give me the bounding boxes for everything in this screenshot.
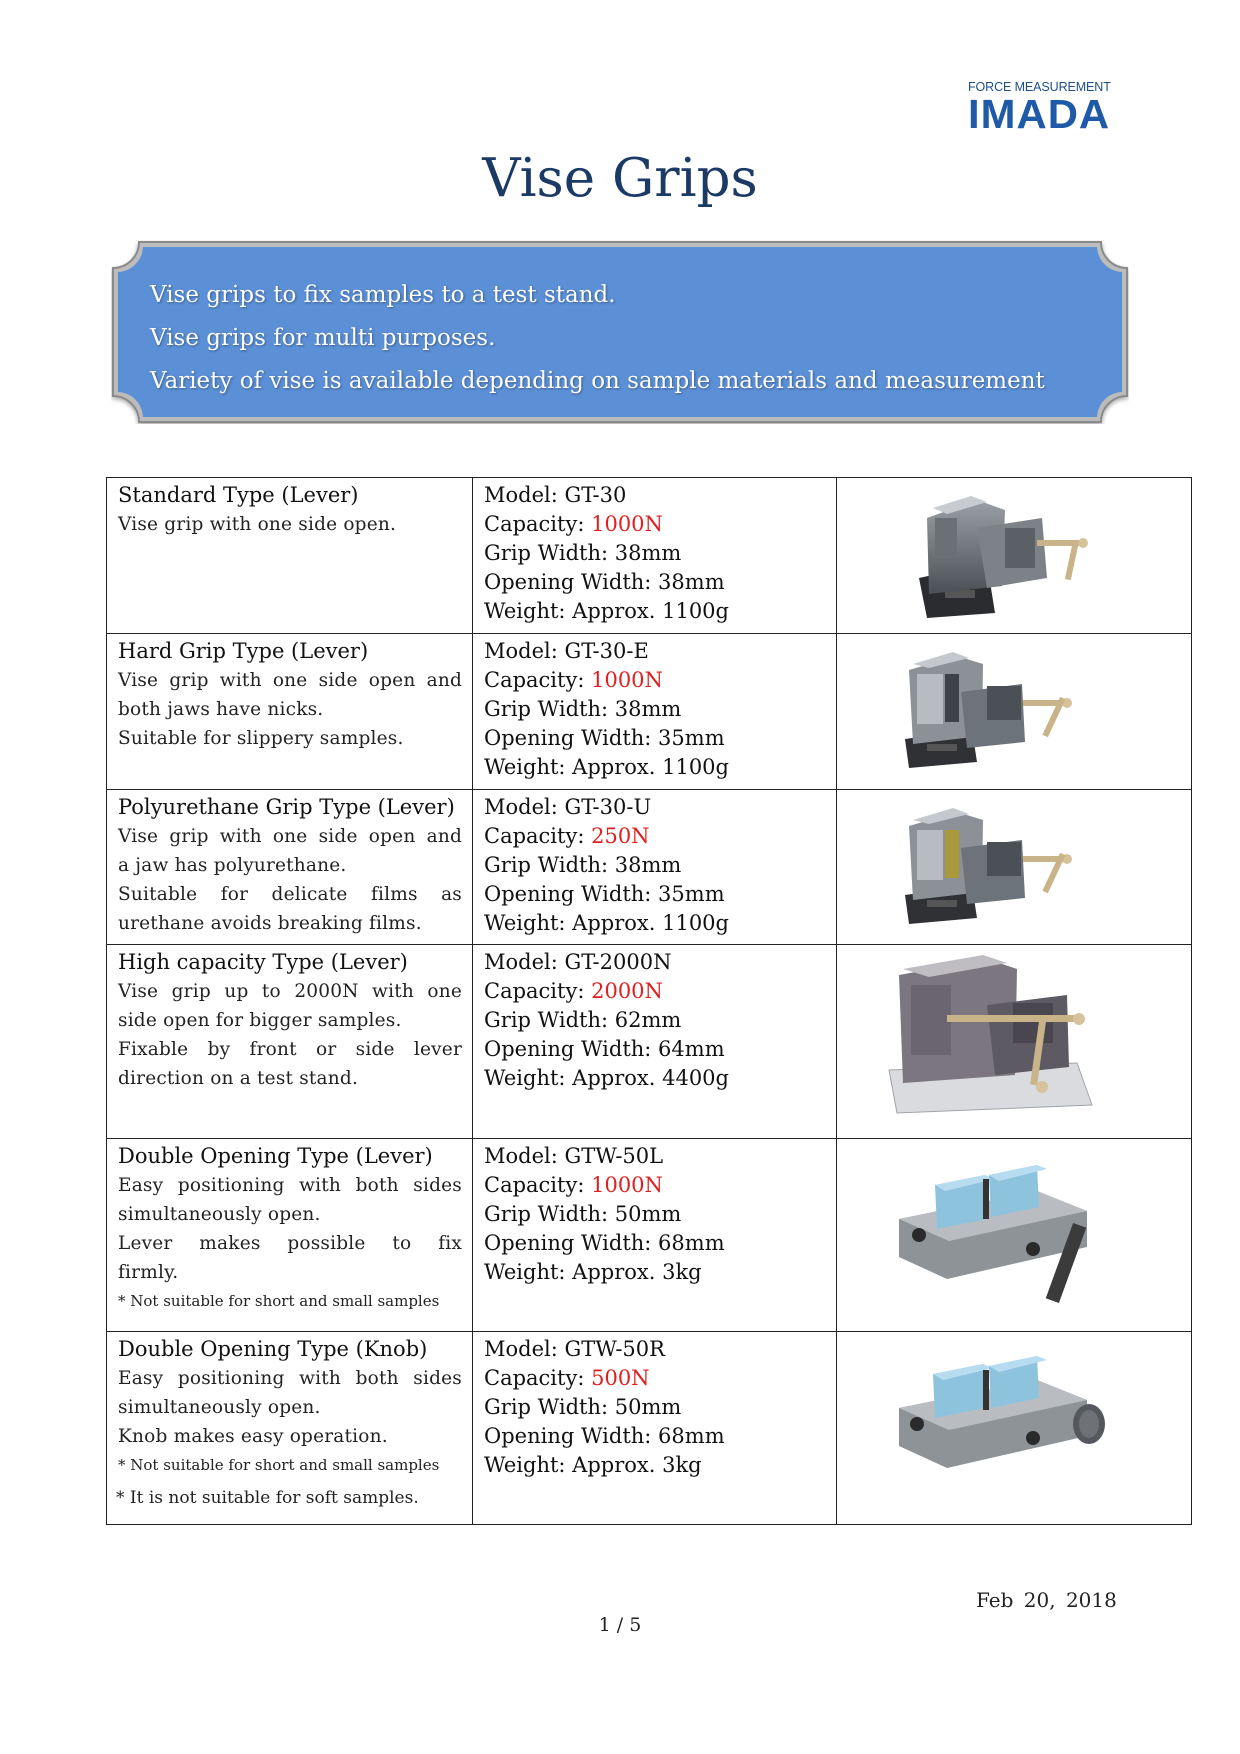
capacity-value: 500N [591,1366,650,1390]
model-number: Model: GTW-50R [484,1337,665,1361]
description-line: simultaneously open. [118,1397,321,1418]
vise-gtw50r-icon [837,1332,1191,1520]
product-image-cell [837,790,1192,945]
type-description-cell [107,478,473,634]
spec-cell [473,1332,837,1525]
weight: Weight: Approx. 1100g [484,911,729,935]
table-row [107,1139,1192,1332]
spec-cell [473,634,837,790]
product-image-cell [837,1139,1192,1332]
intro-banner [111,240,1129,424]
page-number: 1 / 5 [598,1614,642,1636]
product-image-cell [837,945,1192,1139]
spec-cell [473,790,837,945]
capacity [484,510,828,539]
type-description-cell [107,1139,473,1332]
imada-logo [968,80,1123,137]
description-line: direction on a test stand. [118,1068,359,1089]
description-line: Suitable for slippery samples. [118,728,404,749]
description-line: Vise grip with one side open and [118,826,462,847]
capacity [484,666,828,695]
grip-width: Grip Width: 50mm [484,1395,682,1419]
capacity [484,1171,828,1200]
small-sample-note: * Not suitable for short and small samples [118,1456,440,1474]
table-row [107,945,1192,1139]
vise-gtw50l-icon [837,1139,1191,1327]
type-title: Double Opening Type (Lever) [118,1144,433,1168]
weight: Weight: Approx. 1100g [484,755,729,779]
capacity [484,1364,828,1393]
model-number: Model: GT-30-U [484,795,652,819]
product-image-cell [837,478,1192,634]
type-title: Hard Grip Type (Lever) [118,639,369,663]
opening-width: Opening Width: 68mm [484,1424,725,1448]
description-line: Easy positioning with both sides [118,1368,462,1389]
capacity-label: Capacity: [484,668,592,692]
description-line: Easy positioning with both sides [118,1175,462,1196]
vise-gt30e-icon [837,634,1191,785]
description-line: urethane avoids breaking films. [118,913,422,934]
description-line: side open for bigger samples. [118,1010,402,1031]
vise-gt30-icon [837,478,1191,629]
capacity-label: Capacity: [484,1173,592,1197]
type-title: Standard Type (Lever) [118,483,359,507]
page-title: Vise Grips [482,148,758,209]
grip-width: Grip Width: 62mm [484,1008,682,1032]
model-number: Model: GTW-50L [484,1144,664,1168]
description-line: Suitable for delicate films as [118,884,462,905]
capacity-label: Capacity: [484,1366,592,1390]
type-description-cell [107,790,473,945]
capacity-value: 1000N [591,668,663,692]
description-line: Vise grip with one side open. [118,514,397,535]
opening-width: Opening Width: 35mm [484,882,725,906]
grip-width: Grip Width: 50mm [484,1202,682,1226]
description-line: both jaws have nicks. [118,699,324,720]
grip-width: Grip Width: 38mm [484,541,682,565]
capacity-label: Capacity: [484,824,592,848]
description-line: simultaneously open. [118,1204,321,1225]
vise-gt2000n-icon [837,945,1191,1134]
banner-line: Vise grips for multi purposes. [150,325,496,351]
document-date: Feb 20, 2018 [976,1588,1117,1612]
description-line: Vise grip up to 2000N with one [118,981,462,1002]
type-title: Double Opening Type (Knob) [118,1337,428,1361]
type-description-cell [107,945,473,1139]
opening-width: Opening Width: 68mm [484,1231,725,1255]
opening-width: Opening Width: 38mm [484,570,725,594]
model-number: Model: GT-30-E [484,639,649,663]
description-line: a jaw has polyurethane. [118,855,347,876]
table-row [107,478,1192,634]
capacity [484,977,828,1006]
capacity-label: Capacity: [484,979,592,1003]
spec-cell [473,478,837,634]
banner-line: Vise grips to fix samples to a test stand. [150,282,616,308]
opening-width: Opening Width: 35mm [484,726,725,750]
grip-width: Grip Width: 38mm [484,697,682,721]
description-line: Vise grip with one side open and [118,670,462,691]
capacity-value: 250N [591,824,650,848]
description-line: Knob makes easy operation. [118,1426,388,1447]
weight: Weight: Approx. 3kg [484,1260,702,1284]
type-description-cell [107,634,473,790]
capacity-value: 2000N [591,979,663,1003]
capacity-label: Capacity: [484,512,592,536]
capacity-value: 1000N [591,1173,663,1197]
vise-spec-table [106,477,1192,1525]
table-row [107,634,1192,790]
small-sample-note: * Not suitable for short and small samples [118,1292,440,1310]
capacity [484,822,828,851]
description-line: firmly. [118,1262,179,1283]
opening-width: Opening Width: 64mm [484,1037,725,1061]
table-row [107,790,1192,945]
banner-text [150,274,1045,403]
banner-line: Variety of vise is available depending on sample materials and measurement [150,368,1045,394]
weight: Weight: Approx. 1100g [484,599,729,623]
description-line: Lever makes possible to fix [118,1233,462,1254]
weight: Weight: Approx. 4400g [484,1066,729,1090]
product-image-cell [837,634,1192,790]
weight: Weight: Approx. 3kg [484,1453,702,1477]
logo-brand: IMADA [968,91,1111,137]
model-number: Model: GT-2000N [484,950,672,974]
type-title: Polyurethane Grip Type (Lever) [118,795,455,819]
soft-sample-footnote: * It is not suitable for soft samples. [116,1488,419,1508]
logo-tagline: FORCE MEASUREMENT [968,80,1111,94]
grip-width: Grip Width: 38mm [484,853,682,877]
product-image-cell [837,1332,1192,1525]
type-title: High capacity Type (Lever) [118,950,408,974]
description-line: Fixable by front or side lever [118,1039,462,1060]
vise-gt30u-icon [837,790,1191,940]
capacity-value: 1000N [591,512,663,536]
model-number: Model: GT-30 [484,483,627,507]
spec-cell [473,945,837,1139]
spec-cell [473,1139,837,1332]
